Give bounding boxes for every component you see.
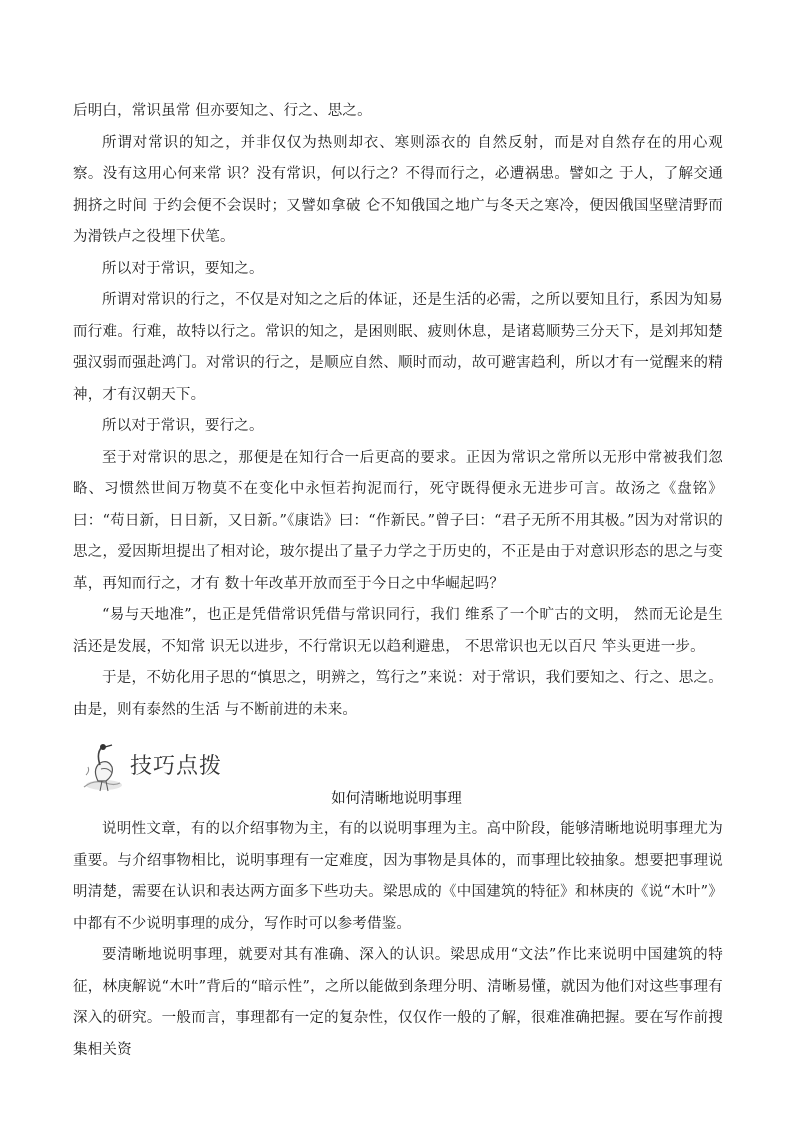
article-paragraph-2: 所谓对常识的知之，并非仅仅为热则却衣、寒则添衣的 自然反射，而是对自然存在的用心观察。没有这用心何来常 识？没有常识，何以行之？不得而行之，必遭祸患。譬如之 于人，了解交通拥挤之时间 于约会便不会误时；又譬如拿破 仑不知俄国之地广与冬天之寒冷，便因俄国坚壁清野而为滑铁卢之役埋下伏笔。 (73, 134, 723, 245)
article-paragraph-3: 所以对于常识，要知之。 (102, 260, 264, 277)
section-title: 技巧点拨 (130, 754, 223, 779)
article-paragraph-7: “易与天地准”，也正是凭借常识凭借与常识同行，我们 维系了一个旷古的文明， 然而无论是生活还是发展，不知常 识无以进步，不行常识无以趋利避患， 不思常识也无以百尺 竿头更进一步。 (73, 607, 723, 655)
article-paragraph-1: 后明白，常识虽常 但亦要知之、行之、思之。 (73, 103, 372, 119)
article-paragraph-6: 至于对常识的思之，那便是在知行合一后更高的要求。正因为常识之常所以无形中常被我们忽略、习惯然世间万物莫不在变化中永恒若拘泥而行，死守既得便永无进步可言。故汤之《盘铭》曰：“苟日新，日日新，又日新。”《康诰》曰：“作新民。”曾子曰：“君子无所不用其极。”因为对常识的思之，爱因斯坦提出了相对论，玻尔提出了量子力学之于历史的，不正是由于对意识形态的思之与变革，再知而行之，才有 数十年改革开放而至于今日之中华崛起吗？ (73, 449, 723, 592)
section-paragraph-2: 要清晰地说明事理，就要对其有准确、深入的认识。梁思成用“文法”作比来说明中国建筑的特征，林庚解说“木叶”背后的“暗示性”，之所以能做到条理分明、清晰易懂，就因为他们对这些事理有深入的研究。一般而言，事理都有一定的复杂性，仅仅作一般的了解，很难准确把握。要在写作前搜集相关资 (73, 947, 723, 1058)
section-paragraph-1: 说明性文章，有的以介绍事物为主，有的以说明事理为主。高中阶段，能够清晰地说明事理尤为重要。与介绍事物相比，说明事理有一定难度，因为事物是具体的，而事理比较抽象。想要把事理说明清楚，需要在认识和表达两方面多下些功夫。梁思成的《中国建筑的特征》和林庚的《说“木叶”》中都有不少说明事理的成分，写作时可以参考借鉴。 (73, 821, 723, 932)
section-body (73, 814, 723, 1066)
article-paragraph-8: 于是，不妨化用子思的“慎思之，明辨之，笃行之”来说：对于常识，我们要知之、行之、思之。由是，则有泰然的生活 与不断前进的未来。 (73, 670, 723, 718)
article-paragraph-4: 所谓对常识的行之，不仅是对知之之后的体证，还是生活的必需，之所以要知且行，系因为知易而行难。行难，故特以行之。常识的知之，是困则眠、疲则休息，是诸葛顺势三分天下，是刘邦知楚强汉弱而强赴鸿门。对常识的行之，是顺应自然、顺时而动，故可避害趋利，所以才有一觉醒来的精神，才有汉朝天下。 (73, 292, 723, 403)
article-body (73, 96, 723, 726)
section-subtitle: 如何清晰地说明事理 (331, 791, 462, 807)
article-paragraph-5: 所以对于常识，要行之。 (102, 418, 264, 434)
